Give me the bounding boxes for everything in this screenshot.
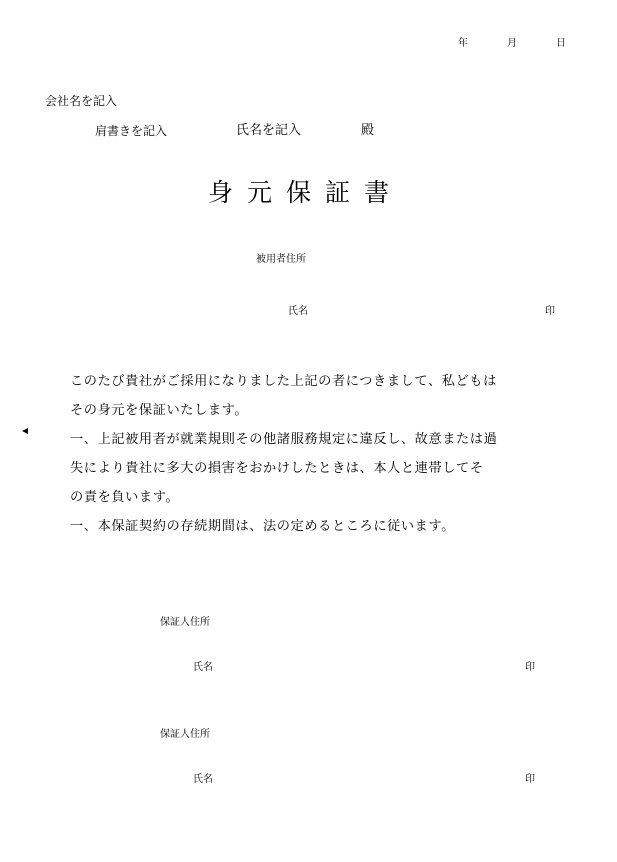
guarantor-2-name-label: 氏名 (193, 774, 213, 785)
guarantor-2-address-label: 保証人住所 (160, 729, 210, 740)
body-line: の責を負います。 (70, 490, 180, 505)
body-line: このたび貴社がご採用になりました上記の者につきまして、私どもは (70, 374, 497, 389)
guarantor-1-address-label: 保証人住所 (160, 617, 210, 628)
body-line: 一、本保証契約の存続期間は、法の定めるところに従います。 (70, 519, 455, 534)
position-title-placeholder: 肩書きを記入 (95, 124, 168, 138)
guarantor-1-seal-label: 印 (525, 662, 535, 673)
document-title: 身元保証書 (208, 178, 404, 207)
employee-seal-label: 印 (545, 306, 555, 317)
employee-name-label: 氏名 (288, 306, 308, 317)
guarantor-1-name-label: 氏名 (193, 662, 213, 673)
company-name-placeholder: 会社名を記入 (45, 94, 118, 108)
recipient-name-placeholder: 氏名を記入 (236, 123, 302, 138)
body-line: 一、上記被用者が就業規則その他諸服務規定に違反し、故意または過 (70, 432, 498, 447)
margin-arrow-icon (22, 428, 28, 434)
date-month-label: 月 (507, 38, 517, 49)
honorific: 殿 (361, 123, 375, 138)
date-year-label: 年 (458, 38, 468, 49)
body-line: 失により貴社に多大の損害をおかけしたときは、本人と連帯してそ (70, 461, 484, 476)
body-line: その身元を保証いたします。 (70, 403, 249, 418)
employee-address-label: 被用者住所 (256, 254, 306, 265)
guarantor-2-seal-label: 印 (525, 774, 535, 785)
date-day-label: 日 (556, 38, 566, 49)
